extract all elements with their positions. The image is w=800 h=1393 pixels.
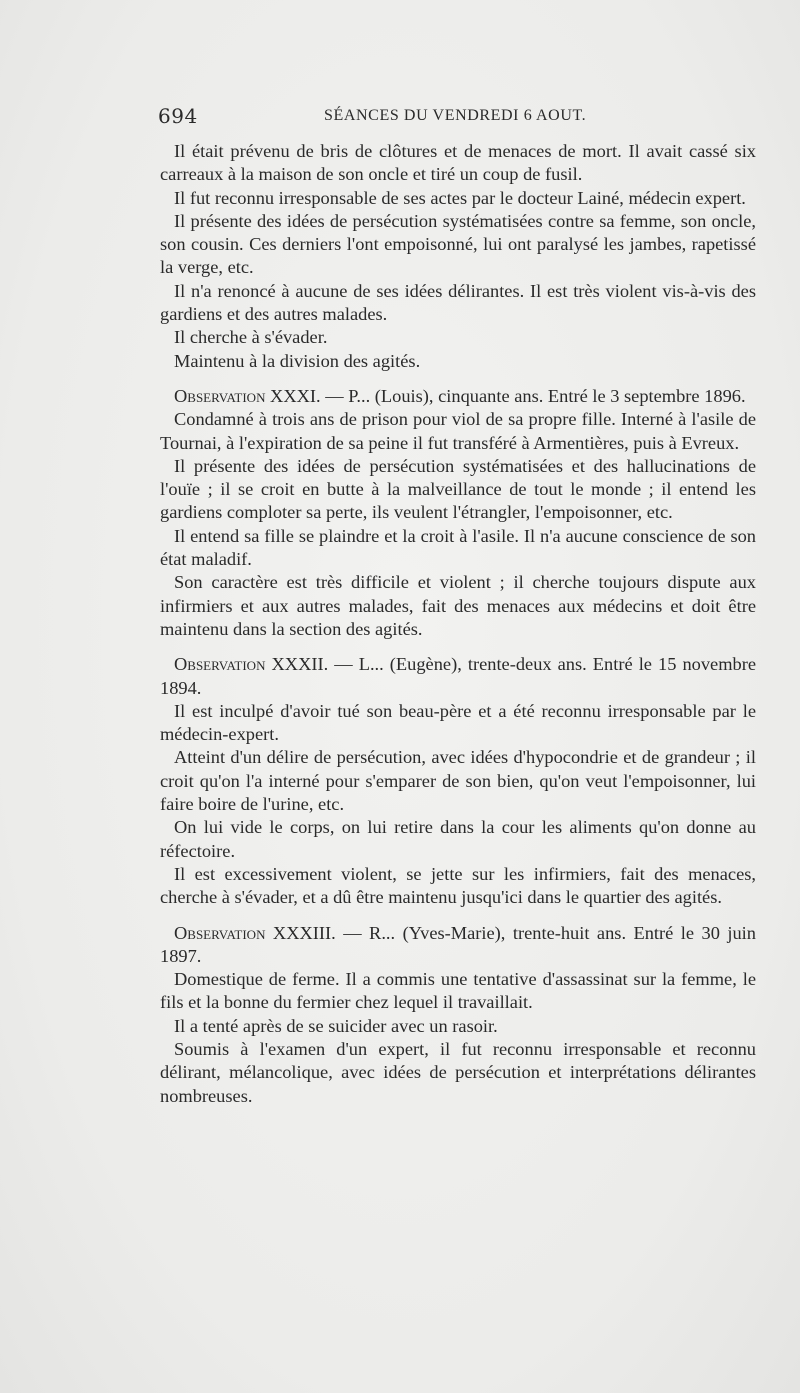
observation-33	[160, 922, 756, 1108]
observation-title: Observation XXXIII.	[174, 922, 336, 943]
paragraph: Soumis à l'examen d'un expert, il fut reconnu irresponsable et reconnu délirant, mélancolique, avec idées de persécution et interprétations délirantes nombreuses.	[160, 1038, 756, 1106]
paragraph: Il présente des idées de persécution systématisées contre sa femme, son oncle, son cousin. Ces derniers l'ont empoisonné, lui ont paralysé les jambes, rapetissé la verge, etc.	[160, 210, 756, 278]
observation-title: Observation XXXII.	[174, 654, 329, 675]
paragraph: Il a tenté après de se suicider avec un rasoir.	[174, 1015, 498, 1036]
observation-heading	[160, 922, 756, 969]
observation-heading	[160, 385, 756, 408]
paragraph: Il est inculpé d'avoir tué son beau-père et a été reconnu irresponsable par le médecin-expert.	[160, 700, 756, 745]
paragraph: Condamné à trois ans de prison pour viol de sa propre fille. Interné à l'asile de Tournai, à l'expiration de sa peine il fut transféré à Armentières, puis à Evreux.	[160, 409, 756, 453]
paragraph: Atteint d'un délire de persécution, avec idées d'hypocondrie et de grandeur ; il croit qu'on l'a interné pour s'emparer de son bien, qu'on veut l'empoisonner, lui faire boire de l'urine, etc.	[160, 747, 756, 815]
page-header	[158, 104, 758, 130]
paragraph: Domestique de ferme. Il a commis une tentative d'assassinat sur la femme, le fils et la bonne du fermier chez lequel il travaillait.	[160, 969, 756, 1013]
paragraph: Il fut reconnu irresponsable de ses actes par le docteur Lainé, médecin expert.	[174, 187, 746, 208]
observation-31	[160, 385, 756, 641]
paragraph: Il était prévenu de bris de clôtures et de menaces de mort. Il avait cassé six carreaux à la maison de son oncle et tiré un coup de fusil.	[160, 141, 756, 185]
observation-subject: — P... (Louis), cinquante ans. Entré le 3 septembre 1896.	[320, 385, 746, 406]
observation-heading	[160, 653, 756, 700]
page-number: 694	[158, 104, 198, 128]
paragraph: Son caractère est très difficile et violent ; il cherche toujours dispute aux infirmiers et aux autres malades, fait des menaces aux médecins et doit être maintenu dans la section des agités.	[160, 572, 756, 639]
paragraph: Il n'a renoncé à aucune de ses idées délirantes. Il est très violent vis-à-vis des gardiens et des autres malades.	[160, 280, 756, 325]
running-head: SÉANCES DU VENDREDI 6 AOUT.	[324, 107, 587, 124]
observation-subject: — R... (Yves-Marie), trente-huit ans. Entré le 30 juin 1897.	[160, 922, 756, 966]
paragraph: Il cherche à s'évader.	[174, 327, 328, 348]
paragraph: Il entend sa fille se plaindre et la croit à l'asile. Il n'a aucune conscience de son état maladif.	[160, 525, 756, 570]
paragraph: On lui vide le corps, on lui retire dans la cour les aliments qu'on donne au réfectoire.	[160, 817, 756, 861]
paragraph: Il présente des idées de persécution systématisées et des hallucinations de l'ouïe ; il se croit en butte à la malveillance de tout le monde ; il entend les gardiens comploter sa perte, ils veulent l'étrangler, l'empoisonner, etc.	[160, 455, 756, 523]
paragraph: Maintenu à la division des agités.	[174, 350, 421, 371]
observation-subject: — L... (Eugène), trente-deux ans. Entré le 15 novembre 1894.	[160, 654, 756, 698]
body-text	[160, 140, 756, 1108]
intro-section	[160, 140, 756, 373]
paragraph: Il est excessivement violent, se jette sur les infirmiers, fait des menaces, cherche à s'évader, et a dû être maintenu jusqu'ici dans le quartier des agités.	[160, 863, 756, 908]
observation-title: Observation XXXI.	[174, 385, 321, 406]
observation-32	[160, 653, 756, 909]
